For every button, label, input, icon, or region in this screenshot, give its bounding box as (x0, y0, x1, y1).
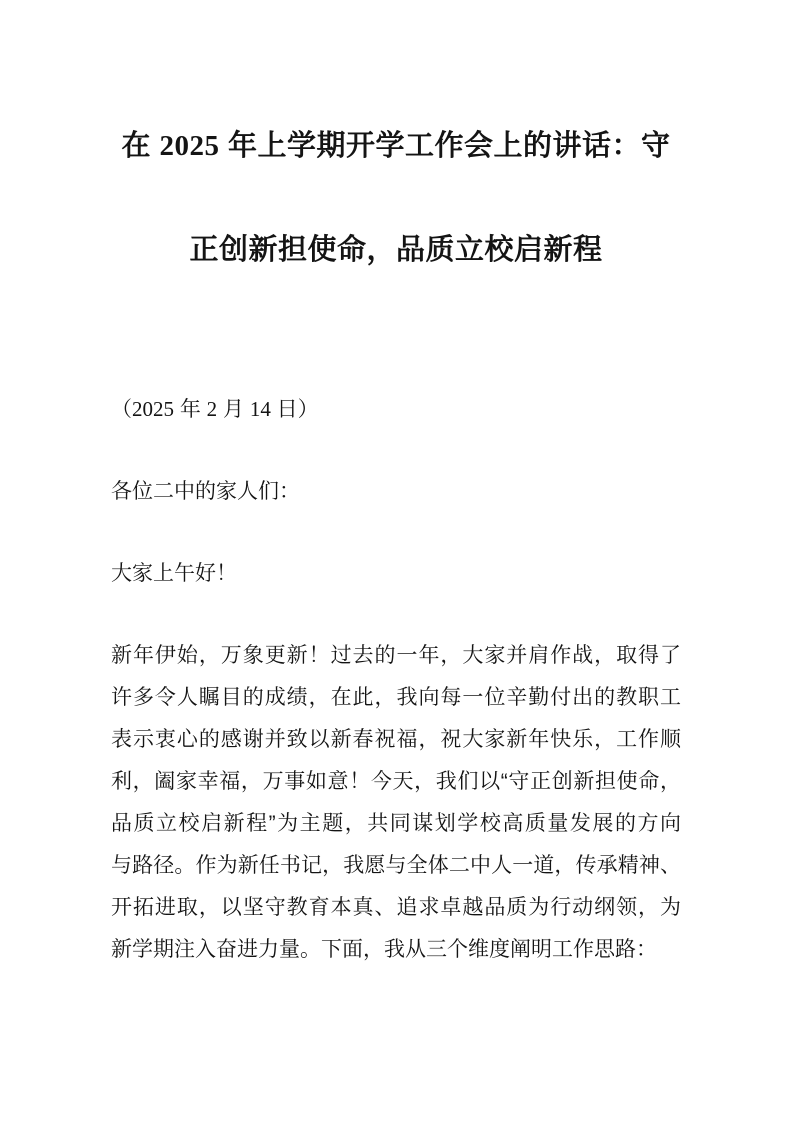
body-paragraph (111, 635, 681, 971)
body-line: 许多令人瞩目的成绩，在此，我向每一位辛勤付出的教职工 (111, 686, 681, 709)
body-line: 开拓进取，以坚守教育本真、追求卓越品质为行动纲领，为 (111, 896, 681, 919)
body-line: 与路径。作为新任书记，我愿与全体二中人一道，传承精神、 (111, 854, 681, 877)
body-line: 利，阖家幸福，万事如意！今天，我们以“守正创新担使命， (111, 770, 681, 793)
salutation-line: 各位二中的家人们： (111, 480, 300, 503)
body-line: 表示衷心的感谢并致以新春祝福，祝大家新年快乐，工作顺 (111, 728, 681, 751)
greeting-line: 大家上午好！ (111, 562, 237, 585)
body-line: 新年伊始，万象更新！过去的一年，大家并肩作战，取得了 (111, 644, 681, 667)
title-line-1: 在 2025 年上学期开学工作会上的讲话：守 (121, 130, 671, 162)
body-line: 品质立校启新程”为主题，共同谋划学校高质量发展的方向 (111, 812, 681, 835)
document-title (111, 94, 681, 302)
date-line: （2025 年 2 月 14 日） (111, 397, 319, 421)
body-line: 新学期注入奋进力量。下面，我从三个维度阐明工作思路： (111, 938, 657, 961)
title-line-2: 正创新担使命，品质立校启新程 (189, 234, 603, 266)
